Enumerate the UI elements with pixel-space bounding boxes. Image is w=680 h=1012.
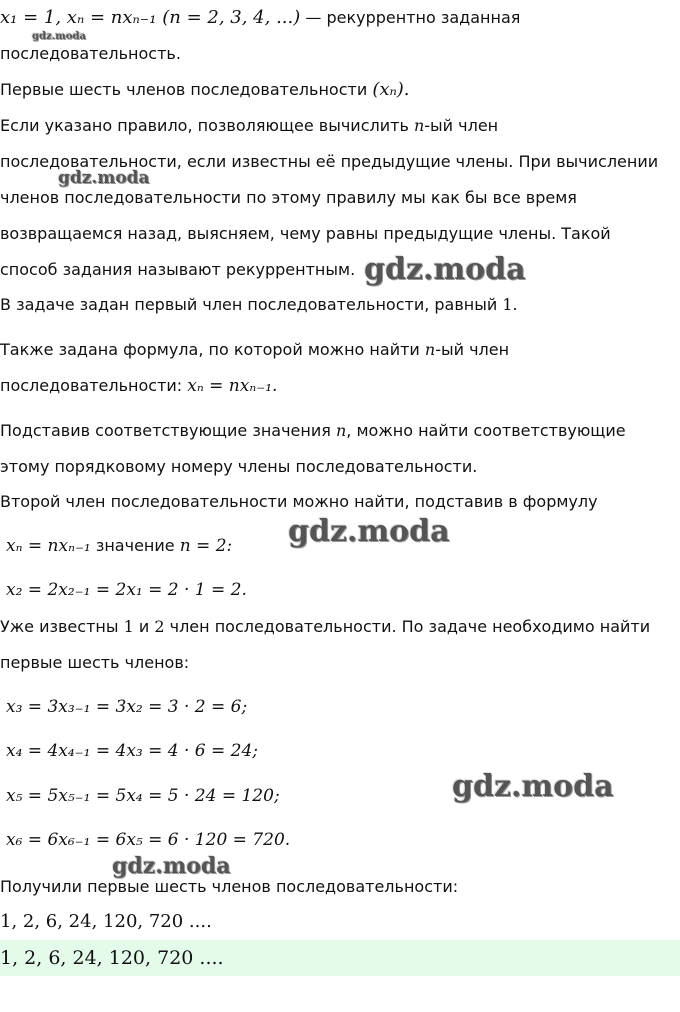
answer-sequence: 1, 2, 6, 24, 120, 720 .... (0, 947, 224, 969)
known-one: 1 (123, 617, 134, 636)
second-value: n = 2: (179, 536, 233, 556)
substitute-line-1 (0, 421, 626, 441)
given-formula-formula: xₙ = nxₙ₋₁. (187, 376, 278, 396)
watermark-medium-2: gdz.moda (112, 853, 231, 879)
second-calc: x₂ = 2x₂₋₁ = 2x₁ = 2 · 1 = 2. (6, 580, 247, 600)
known-text-end: член последовательности. По задаче необходимо найти (164, 617, 651, 636)
first-six-text: Первые шесть членов последовательности (0, 80, 373, 99)
second-line-1: Второй член последовательности можно найти, подставив в формулу (0, 492, 598, 511)
intro-line-1 (0, 8, 520, 28)
calc-x6: x₆ = 6x₆₋₁ = 6x₅ = 6 · 120 = 720. (6, 830, 291, 850)
rule-line-2: последовательности, если известны её предыдущие члены. При вычислении (0, 152, 659, 171)
given-first-line (0, 295, 518, 315)
watermark-large-1: gdz.moda (364, 252, 526, 287)
rule-line-4: возвращаемся назад, выясняем, чему равны предыдущие члены. Такой (0, 224, 611, 243)
watermark-small: gdz.moda (32, 31, 86, 42)
rule-n: n (413, 116, 425, 135)
given-formula-line-2 (0, 376, 277, 396)
second-formula: xₙ = nxₙ₋₁ (6, 536, 91, 556)
given-formula-label: последовательности: (0, 376, 188, 395)
known-line-2: первые шесть членов: (0, 653, 190, 672)
given-formula-text-end: -ый член (435, 340, 510, 359)
rule-text: Если указано правило, позволяющее вычислить (0, 116, 414, 135)
result-text: Получили первые шесть членов последовательности: (0, 877, 459, 896)
watermark-large-3: gdz.moda (452, 769, 614, 804)
substitute-n: n (335, 421, 347, 440)
intro-text: — рекуррентно заданная (300, 8, 521, 27)
given-formula-text: Также задана формула, по которой можно найти (0, 340, 425, 359)
calc-x3: x₃ = 3x₃₋₁ = 3x₂ = 3 · 2 = 6; (6, 697, 248, 717)
second-line-2 (6, 536, 232, 556)
given-formula-n: n (424, 340, 436, 359)
rule-line-5: способ задания называют рекуррентным. (0, 260, 356, 279)
watermark-medium: gdz.moda (58, 168, 150, 188)
intro-formula: x₁ = 1, xₙ = nxₙ₋₁ (n = 2, 3, 4, ...) (0, 7, 301, 28)
given-formula-line-1 (0, 340, 509, 360)
given-first-value: 1. (502, 295, 518, 314)
rule-text-end: -ый член (424, 116, 499, 135)
known-two: 2 (154, 617, 165, 636)
answer-box (0, 940, 680, 976)
known-line-1 (0, 617, 650, 637)
substitute-line-2: этому порядковому номеру члены последовательности. (0, 457, 478, 476)
given-first-text: В задаче задан первый член последовательности, равный (0, 295, 503, 314)
calc-x4: x₄ = 4x₄₋₁ = 4x₃ = 4 · 6 = 24; (6, 741, 259, 761)
calc-x5: x₅ = 5x₅₋₁ = 5x₄ = 5 · 24 = 120; (6, 786, 280, 806)
first-six-formula: (xₙ). (372, 79, 410, 100)
rule-line-1 (0, 116, 498, 136)
intro-line-2: последовательность. (0, 44, 181, 63)
watermark-large-2: gdz.moda (288, 514, 450, 549)
known-and: и (133, 617, 155, 636)
known-text: Уже известны (0, 617, 124, 636)
rule-line-3: членов последовательности по этому правилу мы как бы все время (0, 188, 577, 207)
substitute-text-end: , можно найти соответствующие (346, 421, 626, 440)
first-six-line (0, 80, 410, 100)
result-sequence: 1, 2, 6, 24, 120, 720 .... (0, 911, 212, 932)
second-word: значение (90, 536, 180, 555)
substitute-text: Подставив соответствующие значения (0, 421, 336, 440)
